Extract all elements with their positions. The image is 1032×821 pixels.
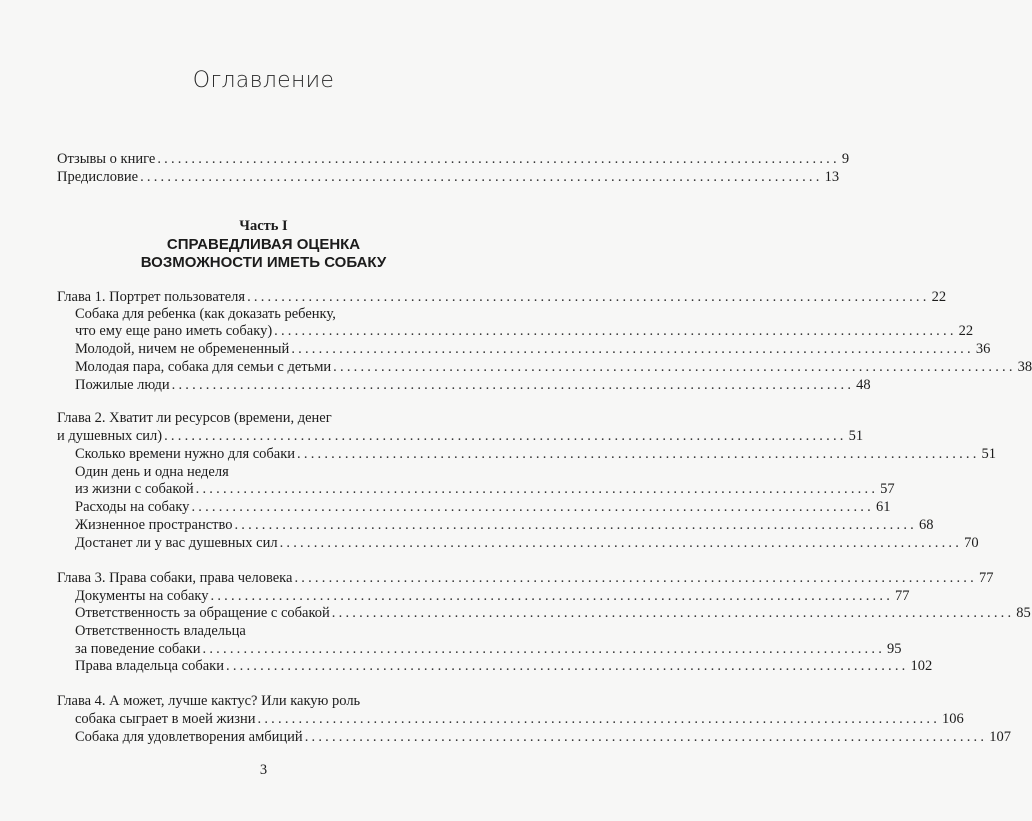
toc-entry-label: Отзывы о книге	[57, 151, 156, 167]
toc-entry-label: Молодая пара, собака для семьи с детьми	[75, 359, 332, 375]
toc-entry[interactable]	[75, 640, 902, 658]
toc-page-number: 85	[1016, 605, 1031, 621]
toc-entry-preface[interactable]	[57, 168, 840, 186]
part-title-line2: ВОЗМОЖНОСТИ ИМЕТЬ СОБАКУ	[140, 254, 387, 271]
toc-entry[interactable]	[75, 358, 1032, 376]
toc-entry[interactable]	[75, 516, 934, 534]
toc-page-number: 61	[875, 499, 891, 515]
toc-entry-label: Глава 3. Права собаки, права человека	[57, 570, 293, 586]
toc-entry[interactable]	[75, 463, 229, 481]
toc-entry-reviews[interactable]	[57, 150, 850, 168]
toc-page-number: 77	[978, 570, 994, 586]
toc-entry-label: собака сыграет в моей жизни	[75, 711, 256, 727]
toc-page-number: 51	[848, 428, 864, 444]
toc-entry[interactable]	[75, 534, 979, 552]
dot-leader: ....................................................................................................	[279, 535, 963, 551]
toc-page-number: 13	[824, 169, 840, 185]
dot-leader: ....................................................................................................	[297, 446, 980, 462]
toc-chapter-3[interactable]	[57, 569, 994, 587]
toc-entry-label: и душевных сил)	[57, 428, 163, 444]
toc-entry[interactable]	[75, 305, 336, 323]
toc-entry[interactable]	[75, 498, 891, 516]
toc-entry[interactable]	[57, 427, 864, 445]
dot-leader: ....................................................................................................	[191, 499, 874, 515]
toc-page-number: 68	[918, 517, 934, 533]
dot-leader: ....................................................................................................	[210, 588, 894, 604]
dot-leader: ....................................................................................................	[291, 341, 974, 357]
toc-chapter-2[interactable]	[57, 409, 332, 427]
toc-entry-label: Глава 1. Портрет пользователя	[57, 289, 246, 305]
toc-page-number: 36	[975, 341, 991, 357]
toc-chapter-1[interactable]	[57, 288, 947, 306]
toc-entry-label: Документы на собаку	[75, 588, 209, 604]
toc-entry-label: Права владельца собаки	[75, 658, 224, 674]
dot-leader: ....................................................................................................	[333, 359, 1016, 375]
toc-page-number: 22	[931, 289, 947, 305]
toc-page-number: 102	[910, 658, 933, 674]
toc-page-number: 38	[1017, 359, 1032, 375]
toc-entry[interactable]	[75, 587, 910, 605]
dot-leader: ....................................................................................................	[140, 169, 823, 185]
dot-leader: ....................................................................................................	[274, 323, 957, 339]
toc-entry[interactable]	[75, 376, 871, 394]
page-number: 3	[259, 762, 268, 778]
toc-page-number: 9	[841, 151, 850, 167]
dot-leader: ....................................................................................................	[234, 517, 917, 533]
toc-entry-label: Пожилые люди	[75, 377, 170, 393]
toc-entry-label: Жизненное пространство	[75, 517, 233, 533]
toc-entry[interactable]	[75, 445, 997, 463]
toc-page-number: 22	[958, 323, 974, 339]
toc-entry[interactable]	[75, 480, 895, 498]
toc-entry-label: Молодой, ничем не обремененный	[75, 341, 290, 357]
dot-leader: ....................................................................................................	[164, 428, 847, 444]
toc-entry[interactable]	[75, 604, 1031, 622]
toc-entry[interactable]	[75, 657, 933, 675]
dot-leader: ....................................................................................................	[171, 377, 855, 393]
toc-chapter-4[interactable]	[57, 692, 360, 710]
part-title-line1: СПРАВЕДЛИВАЯ ОЦЕНКА	[166, 236, 361, 253]
part-label: Часть I	[239, 218, 288, 234]
dot-leader: ....................................................................................................	[257, 711, 941, 727]
toc-entry[interactable]	[75, 322, 974, 340]
dot-leader: ....................................................................................................	[294, 570, 977, 586]
toc-page-number: 70	[964, 535, 979, 551]
toc-entry-label: Собака для ребенка (как доказать ребенку,	[75, 306, 336, 322]
toc-entry-label: Предисловие	[57, 169, 139, 185]
dot-leader: ....................................................................................................	[202, 641, 886, 657]
toc-entry[interactable]	[75, 728, 1011, 746]
toc-entry-label: что ему еще рано иметь собаку)	[75, 323, 273, 339]
toc-entry-label: Ответственность владельца	[75, 623, 246, 639]
dot-leader: ....................................................................................................	[226, 658, 909, 674]
toc-entry-label: Расходы на собаку	[75, 499, 190, 515]
toc-page-number: 95	[887, 641, 902, 657]
toc-entry-label: Сколько времени нужно для собаки	[75, 446, 296, 462]
toc-entry[interactable]	[75, 622, 246, 640]
toc-entry[interactable]	[75, 340, 991, 358]
toc-entry-label: Глава 4. А может, лучше кактус? Или какую роль	[57, 693, 361, 709]
toc-page-number: 77	[895, 588, 910, 604]
page-title: Оглавление	[192, 68, 335, 93]
dot-leader: ....................................................................................................	[157, 151, 840, 167]
toc-page-number: 107	[989, 729, 1011, 745]
dot-leader: ....................................................................................................	[247, 289, 930, 305]
toc-page-number: 48	[856, 377, 871, 393]
toc-entry-label: Один день и одна неделя	[75, 464, 229, 480]
toc-page-number: 106	[942, 711, 964, 727]
dot-leader: ....................................................................................................	[331, 605, 1015, 621]
toc-entry[interactable]	[75, 710, 964, 728]
dot-leader: ....................................................................................................	[304, 729, 988, 745]
toc-entry-label: из жизни с собакой	[75, 481, 194, 497]
toc-entry-label: за поведение собаки	[75, 641, 201, 657]
toc-entry-label: Достанет ли у вас душевных сил	[75, 535, 278, 551]
toc-entry-label: Глава 2. Хватит ли ресурсов (времени, денег	[57, 410, 332, 426]
toc-page-number: 57	[880, 481, 895, 497]
toc-entry-label: Собака для удовлетворения амбиций	[75, 729, 303, 745]
toc-page-number: 51	[981, 446, 997, 462]
dot-leader: ....................................................................................................	[195, 481, 879, 497]
toc-entry-label: Ответственность за обращение с собакой	[75, 605, 330, 621]
